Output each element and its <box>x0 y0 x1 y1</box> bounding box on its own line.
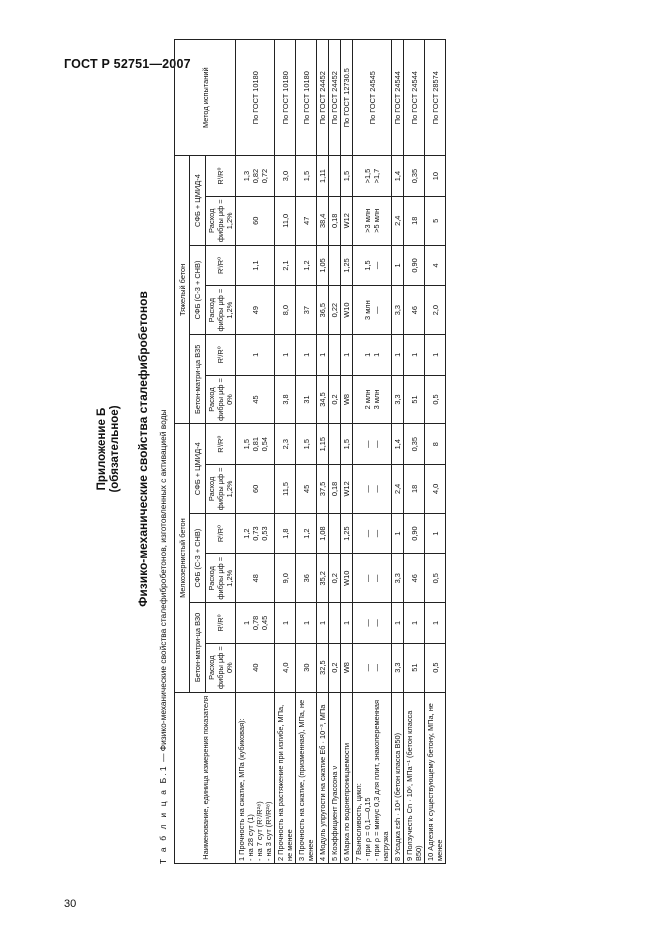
row-method: По ГОСТ 24544 <box>392 40 404 156</box>
header-fine-sfb: СФБ (С-3 + СНВ) <box>190 513 206 602</box>
appendix-heading <box>96 34 122 864</box>
row-value: 2,0 <box>425 286 446 335</box>
row-value: 0,18 <box>329 196 341 245</box>
standard-code: ГОСТ Р 52751—2007 <box>64 57 191 71</box>
row-value: 1,3 0,82 0,72 <box>236 156 275 196</box>
row-value: 10 <box>425 156 446 196</box>
row-value: 48 <box>236 554 275 603</box>
row-value: 8 <box>425 424 446 464</box>
row-value: 1 <box>425 335 446 375</box>
row-value: 0,35 <box>404 156 425 196</box>
row-name: 8 Усадка εsh · 10⁴ (бетон класса В50) <box>392 692 404 863</box>
row-value: — — <box>353 464 392 513</box>
row-value: 37,5 <box>317 464 329 513</box>
row-value: W10 <box>341 554 353 603</box>
header-ratio: Rⁱ/R⁰ <box>206 156 236 196</box>
header-heavy-cmid: СФБ + ЦМИД-4 <box>190 156 206 245</box>
row-value: 40 <box>236 643 275 692</box>
row-name: 1 Прочность на сжатие, МПа (кубиковая): - на 28 сут (1) - на 7 сут (R⁷/R²⁸) - на 3 сут (R³/R²⁸) <box>236 692 275 863</box>
row-value: 1,4 <box>392 156 404 196</box>
row-value: 1,11 <box>317 156 329 196</box>
row-method: По ГОСТ 24544 <box>404 40 425 156</box>
row-value: 1,4 <box>392 424 404 464</box>
header-ratio: Rⁱ/R⁰ <box>206 513 236 553</box>
row-value: 1,2 <box>296 513 317 553</box>
row-value: 18 <box>404 196 425 245</box>
row-value: 1 0,78 0,45 <box>236 603 275 643</box>
row-value: 11,5 <box>275 464 296 513</box>
header-fine-concrete: Мелкозернистый бетон <box>175 424 190 692</box>
row-value: 37 <box>296 286 317 335</box>
header-ratio: Rⁱ/R⁰ <box>206 603 236 643</box>
row-value: 60 <box>236 196 275 245</box>
row-value: >1,5 >1,7 <box>353 156 392 196</box>
row-value: 1,2 0,73 0,53 <box>236 513 275 553</box>
table-caption <box>158 34 168 864</box>
row-value: 0,18 <box>329 464 341 513</box>
row-value: 0,5 <box>425 375 446 424</box>
row-value: 1 <box>341 335 353 375</box>
row-value: 0,2 <box>329 643 341 692</box>
row-value: — — <box>353 424 392 464</box>
row-value: 0,2 <box>329 554 341 603</box>
properties-table <box>174 39 446 864</box>
row-value: 18 <box>404 464 425 513</box>
table-body <box>236 40 446 864</box>
row-value: — — <box>353 554 392 603</box>
row-value: 1 <box>404 603 425 643</box>
row-value <box>329 603 341 643</box>
row-value: 1,8 <box>275 513 296 553</box>
row-value: 1,5 <box>296 424 317 464</box>
row-value: 1 <box>425 513 446 553</box>
row-value: 46 <box>404 286 425 335</box>
row-name: 9 Ползучесть Cn · 10⁶, МПа⁻¹ (бетон класса В50) <box>404 692 425 863</box>
table-row <box>296 40 317 864</box>
header-rashod: Расход фибры μф = 1,2% <box>206 464 236 513</box>
row-value: 1,5 <box>341 424 353 464</box>
table-row <box>236 40 275 864</box>
row-value: 3,3 <box>392 286 404 335</box>
row-value: 45 <box>296 464 317 513</box>
header-rashod: Расход фибры μф = 1,2% <box>206 196 236 245</box>
row-name: 3 Прочность на сжатие, (призменная), МПа, не менее <box>296 692 317 863</box>
row-value: W12 <box>341 196 353 245</box>
row-value: 2 млн 3 млн <box>353 375 392 424</box>
row-value: 36 <box>296 554 317 603</box>
row-value: 1,25 <box>341 513 353 553</box>
header-ratio: Rⁱ/R⁰ <box>206 335 236 375</box>
header-method: Метод испытаний <box>175 40 236 156</box>
row-value: 3,3 <box>392 554 404 603</box>
row-value: 1 <box>317 603 329 643</box>
row-value: 1,05 <box>317 245 329 285</box>
row-value: 0,35 <box>404 424 425 464</box>
row-value: 4,0 <box>275 643 296 692</box>
row-value: 3 млн — <box>353 286 392 335</box>
row-name: 2 Прочность на растяжение при изгибе, МПа, не менее <box>275 692 296 863</box>
row-value: 32,5 <box>317 643 329 692</box>
row-name: 10 Адгезия к существующему бетону, МПа, не менее <box>425 692 446 863</box>
row-value: W8 <box>341 375 353 424</box>
row-value: 0,2 <box>329 375 341 424</box>
row-value: 34,5 <box>317 375 329 424</box>
row-value: 3,3 <box>392 643 404 692</box>
appendix-title: Приложение Б <box>96 407 108 491</box>
header-fine-cmid: СФБ + ЦМИД-4 <box>190 424 206 513</box>
header-rashod: Расход фибры μф = 1,2% <box>206 554 236 603</box>
row-value: 36,5 <box>317 286 329 335</box>
row-value: 3,8 <box>275 375 296 424</box>
row-value: 1 <box>275 335 296 375</box>
row-value: 0,90 <box>404 513 425 553</box>
row-value: 2,4 <box>392 464 404 513</box>
row-value: 1,1 <box>236 245 275 285</box>
row-value <box>329 424 341 464</box>
page-number: 30 <box>64 898 77 910</box>
row-value: 1,25 <box>341 245 353 285</box>
row-value: 0,5 <box>425 643 446 692</box>
table-caption-text: — Физико-механические свойства сталефибробетонов, изготовленных с активацией воды <box>158 409 168 765</box>
row-method: По ГОСТ 24545 <box>353 40 392 156</box>
row-value: 2,3 <box>275 424 296 464</box>
row-method: По ГОСТ 10180 <box>296 40 317 156</box>
row-value: 1 <box>317 335 329 375</box>
row-value: 51 <box>404 643 425 692</box>
table-caption-label: Т а б л и ц а Б.1 <box>158 764 168 864</box>
appendix-subtitle: (обязательное) <box>109 405 121 493</box>
table-row <box>275 40 296 864</box>
row-method: По ГОСТ 24452 <box>317 40 329 156</box>
row-value: 49 <box>236 286 275 335</box>
row-value: 1,2 <box>296 245 317 285</box>
header-rashod: Расход фибры μф = 1,2% <box>206 286 236 335</box>
row-value: 35,2 <box>317 554 329 603</box>
row-value: >3 млн >5 млн <box>353 196 392 245</box>
row-value: 1 <box>296 335 317 375</box>
header-ratio: Rⁱ/R⁰ <box>206 245 236 285</box>
row-value: 9,0 <box>275 554 296 603</box>
table-row <box>392 40 404 864</box>
row-method: По ГОСТ 10180 <box>236 40 275 156</box>
table-row <box>317 40 329 864</box>
row-value: 1 <box>392 513 404 553</box>
row-value: 1,15 <box>317 424 329 464</box>
header-name: Наименование, единица измерения показателя <box>175 692 236 863</box>
row-method: По ГОСТ 24452 <box>329 40 341 156</box>
row-value: 1 1 <box>353 335 392 375</box>
row-name: 6 Марка по водонепроницаемости <box>341 692 353 863</box>
row-value: 3,0 <box>275 156 296 196</box>
row-value <box>329 335 341 375</box>
row-value: 2,1 <box>275 245 296 285</box>
row-value: 1 <box>425 603 446 643</box>
row-method: По ГОСТ 28574 <box>425 40 446 156</box>
row-method: По ГОСТ 10180 <box>275 40 296 156</box>
row-name: 4 Модуль упругости на сжатие Eб · 10⁻³, МПа <box>317 692 329 863</box>
row-value: 2,4 <box>392 196 404 245</box>
header-rashod: Расход фибры μф = 0% <box>206 375 236 424</box>
header-heavy-sfb: СФБ (С-3 + СНВ) <box>190 245 206 334</box>
row-value: W10 <box>341 286 353 335</box>
rotated-page-content <box>90 34 610 864</box>
row-value: 1 <box>236 335 275 375</box>
row-value: 1 <box>341 603 353 643</box>
table-row <box>404 40 425 864</box>
row-value: 1,5 — <box>353 245 392 285</box>
row-value: 1,08 <box>317 513 329 553</box>
row-name: 5 Коэффициент Пуассона ν <box>329 692 341 863</box>
row-value: 1 <box>392 245 404 285</box>
row-value: 31 <box>296 375 317 424</box>
row-value: W12 <box>341 464 353 513</box>
document-title: Физико-механические свойства сталефибробетонов <box>136 291 150 607</box>
row-value <box>329 245 341 285</box>
row-value: 8,0 <box>275 286 296 335</box>
row-value: 5 <box>425 196 446 245</box>
row-value: 1 <box>392 335 404 375</box>
row-value: 11,0 <box>275 196 296 245</box>
row-name: 7 Выносливость, цикл: - при ρ = 0,1—0,15 - при ρ = минус 0,3 для плит, знакопеременная нагрузка <box>353 692 392 863</box>
row-value: 30 <box>296 643 317 692</box>
row-value: 0,5 <box>425 554 446 603</box>
row-value: 4 <box>425 245 446 285</box>
table-row <box>425 40 446 864</box>
row-value: — — <box>353 513 392 553</box>
table-row <box>353 40 392 864</box>
row-value: 1 <box>392 603 404 643</box>
row-value: 3,3 <box>392 375 404 424</box>
row-value <box>329 513 341 553</box>
row-value <box>329 156 341 196</box>
row-value: W8 <box>341 643 353 692</box>
row-value: 47 <box>296 196 317 245</box>
row-value: 45 <box>236 375 275 424</box>
row-value: 1 <box>404 335 425 375</box>
row-value: 1 <box>275 603 296 643</box>
row-value: 46 <box>404 554 425 603</box>
row-value: 0,90 <box>404 245 425 285</box>
header-heavy-matrix: Бетон-матри-ца В35 <box>190 335 206 424</box>
row-value: — — <box>353 603 392 643</box>
table-row <box>329 40 341 864</box>
row-method: По ГОСТ 12730.5 <box>341 40 353 156</box>
header-rashod: Расход фибры μф = 0% <box>206 643 236 692</box>
row-value: — — <box>353 643 392 692</box>
header-ratio: Rⁱ/R⁰ <box>206 424 236 464</box>
row-value: 1,5 <box>341 156 353 196</box>
row-value: 1,5 0,81 0,54 <box>236 424 275 464</box>
row-value: 38,4 <box>317 196 329 245</box>
header-fine-matrix: Бетон-матри-ца В30 <box>190 603 206 692</box>
table-row <box>341 40 353 864</box>
row-value: 60 <box>236 464 275 513</box>
row-value: 51 <box>404 375 425 424</box>
row-value: 1,5 <box>296 156 317 196</box>
row-value: 0,22 <box>329 286 341 335</box>
row-value: 4,0 <box>425 464 446 513</box>
header-heavy-concrete: Тяжелый бетон <box>175 156 190 424</box>
row-value: 1 <box>296 603 317 643</box>
